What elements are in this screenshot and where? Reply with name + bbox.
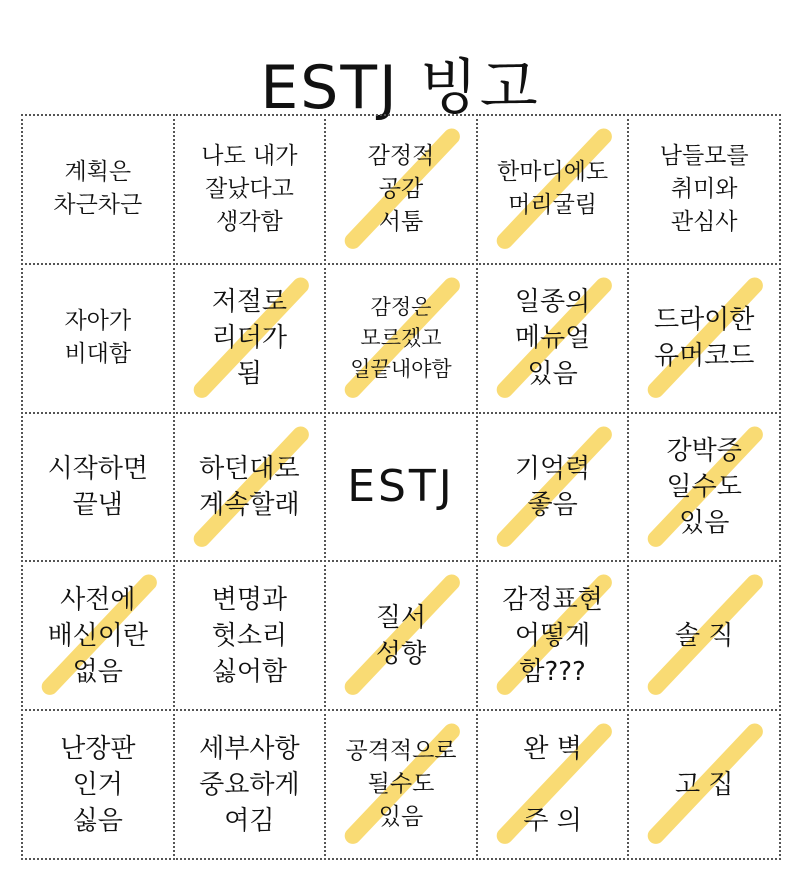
bingo-cell-text: 일종의 메뉴얼 있음 bbox=[514, 287, 591, 390]
bingo-cell bbox=[627, 709, 781, 860]
bingo-cell-text: 하던대로 계속할래 bbox=[199, 453, 300, 520]
bingo-cell bbox=[627, 412, 781, 563]
bingo-cell bbox=[21, 412, 175, 563]
bingo-cell-text: 남들모를 취미와 관심사 bbox=[659, 142, 749, 235]
bingo-cell bbox=[324, 263, 478, 414]
bingo-cell bbox=[627, 560, 781, 711]
bingo-cell-text: 완 벽 주 의 bbox=[523, 733, 582, 836]
bingo-grid bbox=[22, 115, 780, 859]
bingo-cell bbox=[21, 114, 175, 265]
bingo-cell bbox=[173, 560, 327, 711]
bingo-cell-text: 계획은 차근차근 bbox=[53, 159, 143, 219]
bingo-cell bbox=[476, 114, 630, 265]
bingo-cell-text: 변명과 헛소리 싫어함 bbox=[211, 584, 288, 687]
bingo-cell bbox=[324, 114, 478, 265]
bingo-cell bbox=[21, 709, 175, 860]
bingo-cell bbox=[21, 560, 175, 711]
bingo-cell bbox=[476, 560, 630, 711]
bingo-cell-text: 고 집 bbox=[674, 769, 734, 800]
bingo-cell bbox=[476, 263, 630, 414]
bingo-cell-text: 강박증 일수도 있음 bbox=[666, 435, 742, 538]
bingo-cell bbox=[476, 709, 630, 860]
bingo-cell bbox=[173, 709, 327, 860]
bingo-cell bbox=[627, 263, 781, 414]
bingo-cell-text: 감정표현 어떻게 함??? bbox=[502, 584, 603, 687]
bingo-cell-text: ESTJ bbox=[347, 460, 455, 512]
bingo-cell-text: 질서 성향 bbox=[375, 602, 427, 669]
bingo-cell-text: 난장판 인거 싫음 bbox=[60, 733, 136, 836]
bingo-cell-text: 감정적 공감 서툼 bbox=[367, 142, 435, 235]
bingo-cell-text: 공격적으로 될수도 있음 bbox=[345, 738, 457, 831]
bingo-cell bbox=[173, 114, 327, 265]
bingo-cell bbox=[21, 263, 175, 414]
bingo-cell-text: 시작하면 끝냄 bbox=[47, 453, 149, 520]
bingo-cell-text: 감정은 모르겠고 일끝내야함 bbox=[350, 294, 452, 381]
bingo-cell bbox=[173, 263, 327, 414]
bingo-cell-text: 저절로 리더가 됨 bbox=[211, 287, 288, 390]
bingo-cell bbox=[324, 560, 478, 711]
bingo-cell bbox=[324, 709, 478, 860]
bingo-cell bbox=[476, 412, 630, 563]
page-title: ESTJ 빙고 bbox=[260, 53, 540, 124]
bingo-cell-text: 사전에 배신이란 없음 bbox=[47, 584, 149, 687]
bingo-cell-text: 드라이한 유머코드 bbox=[653, 305, 755, 372]
bingo-cell-text: 솔 직 bbox=[674, 620, 734, 651]
bingo-cell-text: 나도 내가 잘났다고 생각함 bbox=[201, 142, 298, 235]
bingo-cell-text: 기억력 좋음 bbox=[514, 453, 591, 520]
bingo-cell-text: 세부사항 중요하게 여김 bbox=[199, 733, 300, 836]
bingo-cell bbox=[627, 114, 781, 265]
bingo-cell-text: 자아가 비대함 bbox=[64, 308, 132, 368]
bingo-cell bbox=[324, 412, 478, 563]
bingo-cell bbox=[173, 412, 327, 563]
bingo-cell-text: 한마디에도 머리굴림 bbox=[497, 159, 609, 219]
